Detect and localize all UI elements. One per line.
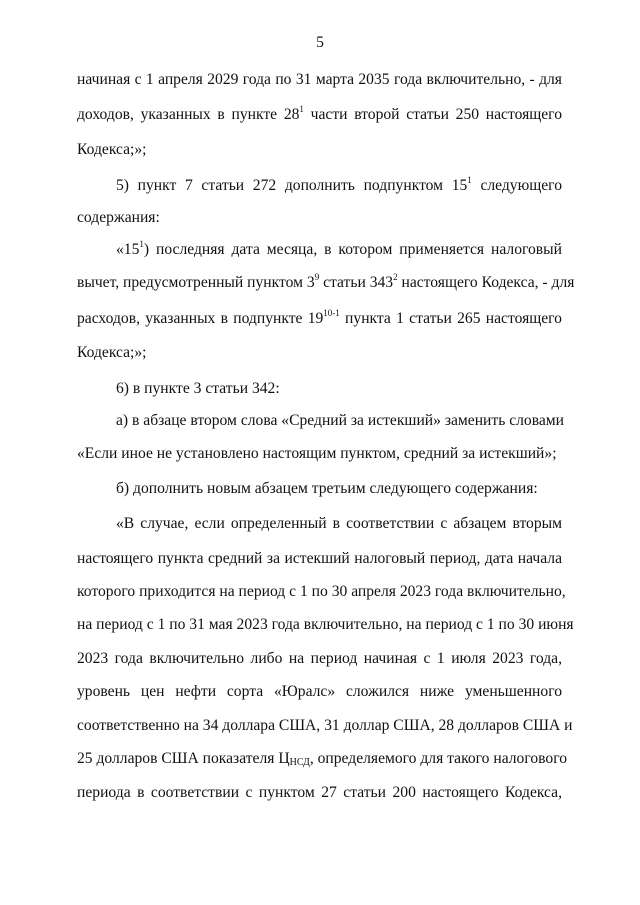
text-line: б) дополнить новым абзацем третьим следующего содержания: [116, 480, 538, 497]
text-line: 25 долларов США показателя $Ц_{НСД}$, определяемого для такого налогового [77, 750, 568, 768]
text-line: содержания: [77, 209, 160, 226]
text-line: 6) в пункте 3 статьи 342: [116, 380, 280, 397]
text-line: соответственно на 34 доллара США, 31 доллар США, 28 долларов США и [77, 717, 573, 734]
text-line: расходов, указанных в подпункте 19$^{10-1}$ пункта 1 статьи 265 настоящего [77, 308, 562, 327]
text-line: вычет, предусмотренный пунктом $3^9$ статьи $343^2$ настоящего Кодекса, - для [77, 272, 575, 291]
text-line: доходов, указанных в пункте $28^1$ части второй статьи 250 настоящего [77, 104, 562, 123]
text-line: настоящего пункта средний за истекший налоговый период, дата начала [77, 550, 562, 567]
text-line: Кодекса;»; [77, 141, 147, 158]
text-line: 5) пункт 7 статьи 272 дополнить подпунктом $15^1$ следующего [116, 175, 562, 194]
text-line: периода в соответствии с пунктом 27 статьи 200 настоящего Кодекса, [77, 784, 562, 801]
text-line: «В случае, если определенный в соответствии с абзацем вторым [116, 515, 562, 532]
text-line: на период с 1 по 31 мая 2023 года включительно, на период с 1 по 30 июня [77, 616, 574, 633]
text-line: которого приходится на период с 1 по 30 апреля 2023 года включительно, [77, 583, 566, 600]
text-line: а) в абзаце втором слова «Средний за истекший» заменить словами [116, 412, 564, 429]
text-line: начиная с 1 апреля 2029 года по 31 марта 2035 года включительно, - для [77, 71, 562, 88]
text-line: 2023 года включительно либо на период начиная с 1 июля 2023 года, [77, 650, 562, 667]
text-line: «Если иное не установлено настоящим пунктом, средний за истекший»; [77, 445, 557, 462]
text-line: Кодекса;»; [77, 344, 147, 361]
text-line: «$15^1$) последняя дата месяца, в котором применяется налоговый [116, 239, 562, 258]
text-line: уровень цен нефти сорта «Юралс» сложился ниже уменьшенного [77, 683, 562, 700]
page-number: 5 [316, 34, 324, 51]
